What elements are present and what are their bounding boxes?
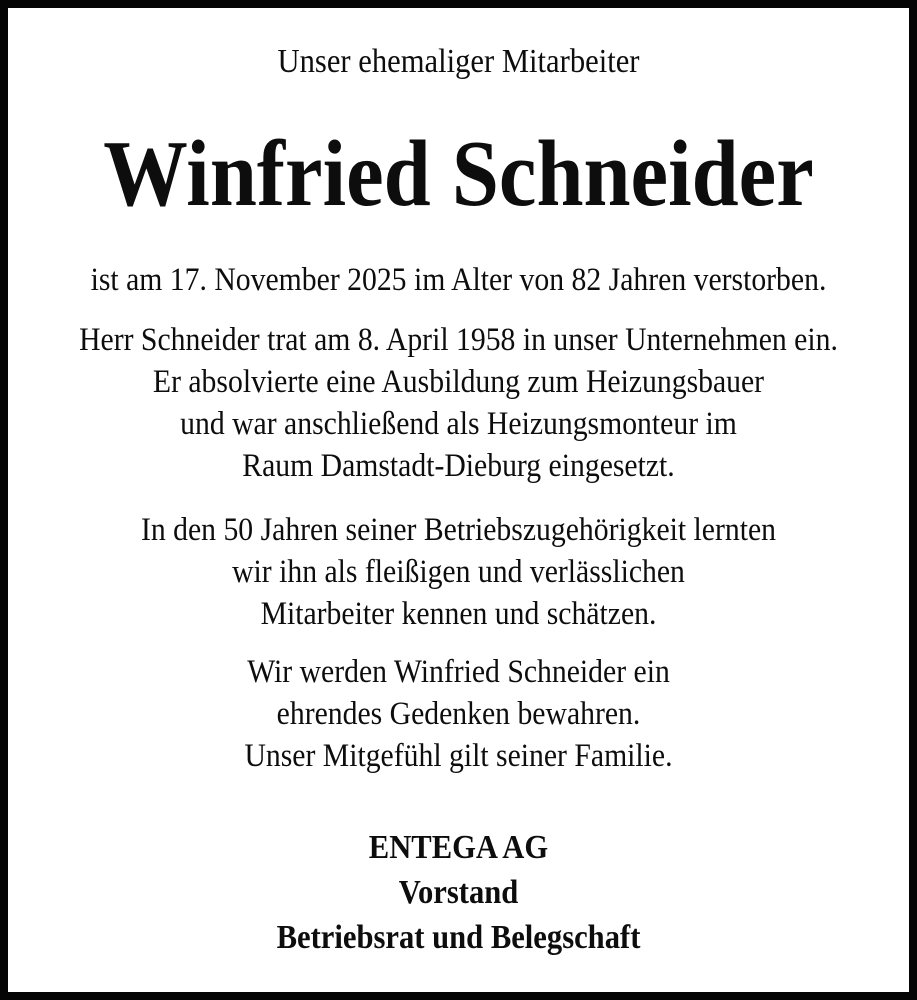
deceased-name: Winfried Schneider — [103, 122, 814, 226]
works-council-line: Betriebsrat und Belegschaft — [276, 919, 641, 956]
paragraph-line: ehrendes Gedenken bewahren. — [276, 696, 641, 732]
paragraph-line: Raum Damstadt-Dieburg eingesetzt. — [242, 448, 675, 484]
paragraph-line: Unser Mitgefühl gilt seiner Familie. — [244, 738, 673, 774]
career-paragraph — [53, 319, 864, 487]
paragraph-line: Mitarbeiter kennen und schätzen. — [260, 596, 657, 632]
obituary-content — [53, 8, 864, 960]
paragraph-line: In den 50 Jahren seiner Betriebszugehörigkeit lernten — [140, 512, 777, 548]
paragraph-line: Wir werden Winfried Schneider ein — [247, 654, 670, 690]
company-name: ENTEGA AG — [368, 829, 549, 866]
paragraph-line: Herr Schneider trat am 8. April 1958 in unser Unternehmen ein. — [79, 322, 838, 358]
board-line: Vorstand — [398, 874, 519, 911]
paragraph-line: wir ihn als fleißigen und verlässlichen — [232, 554, 685, 590]
remembrance-paragraph — [53, 651, 864, 777]
tribute-paragraph — [53, 509, 864, 635]
eyebrow-text: Unser ehemaliger Mitarbeiter — [277, 43, 640, 80]
paragraph-line: Er absolvierte eine Ausbildung zum Heizungsbauer — [152, 364, 765, 400]
death-announcement-line: ist am 17. November 2025 im Alter von 82 Jahren verstorben. — [90, 262, 827, 298]
signature-block — [53, 825, 864, 960]
paragraph-line: und war anschließend als Heizungsmonteur im — [180, 406, 737, 442]
